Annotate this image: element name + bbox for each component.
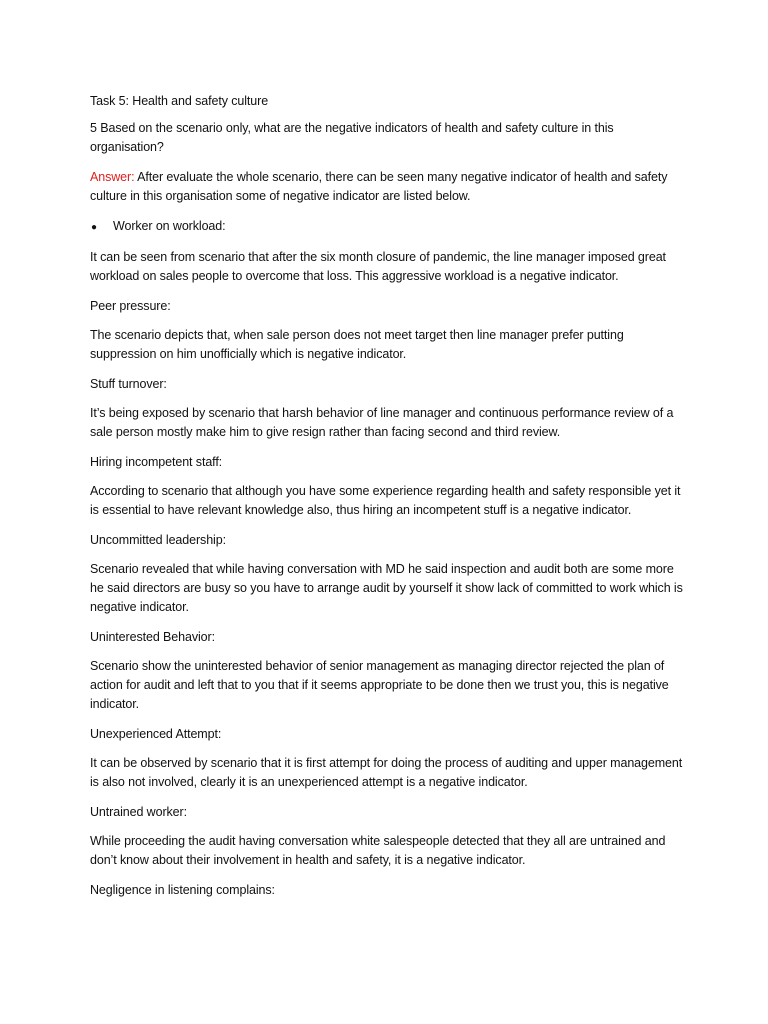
bullet-item-worker-on-workload [90,217,690,237]
answer-text: After evaluate the whole scenario, there can be seen many negative indicator of health and safety culture in this organisation some of negative indicator are listed below. [90,170,668,203]
section-body-hiring-incompetent-staff: According to scenario that although you have some experience regarding health and safety responsible yet it is essential to have relevant knowledge also, thus hiring an incompetent stuff is a negative indicator. [90,484,681,517]
section-body-unexperienced-attempt: It can be observed by scenario that it is first attempt for doing the process of auditing and upper management is also not involved, clearly it is an unexperienced attempt is a negative indicator. [90,756,683,789]
heading-uninterested-behavior: Uninterested Behavior: [90,630,215,644]
section-body-uninterested-behavior: Scenario show the uninterested behavior of senior management as managing director rejected the plan of action for audit and left that to you that if it seems appropriate to be done then we trust you, this is negative indicator. [90,659,669,711]
section-body-workload: It can be seen from scenario that after the six month closure of pandemic, the line manager imposed great workload on sales people to overcome that loss. This aggressive workload is a negative indicator. [90,250,666,283]
heading-hiring-incompetent-staff: Hiring incompetent staff: [90,455,223,469]
document-page [90,92,690,910]
section-body-uncommitted-leadership: Scenario revealed that while having conversation with MD he said inspection and audit both are some more he said directors are busy so you have to arrange audit by yourself it show lack of committed to work which is negative indicator. [90,562,683,614]
question-text: 5 Based on the scenario only, what are the negative indicators of health and safety culture in this organisation? [90,121,614,154]
bullet-dot-icon: ● [91,222,97,233]
heading-uncommitted-leadership: Uncommitted leadership: [90,533,226,547]
answer-label: Answer: [90,170,135,184]
heading-untrained-worker: Untrained worker: [90,805,187,819]
heading-negligence-listening-complains: Negligence in listening complains: [90,883,275,897]
bullet-label: Worker on workload: [113,219,226,233]
section-body-stuff-turnover: It’s being exposed by scenario that harsh behavior of line manager and continuous performance review of a sale person mostly make him to give resign rather than facing second and third review. [90,406,674,439]
heading-peer-pressure: Peer pressure: [90,299,171,313]
section-body-untrained-worker: While proceeding the audit having conversation white salespeople detected that they all are untrained and don’t know about their involvement in health and safety, it is a negative indicator. [90,834,666,867]
task-title: Task 5: Health and safety culture [90,94,269,108]
heading-stuff-turnover: Stuff turnover: [90,377,167,391]
section-body-peer-pressure: The scenario depicts that, when sale person does not meet target then line manager prefer putting suppression on him unofficially which is negative indicator. [90,328,624,361]
heading-unexperienced-attempt: Unexperienced Attempt: [90,727,222,741]
answer-paragraph [90,168,690,206]
